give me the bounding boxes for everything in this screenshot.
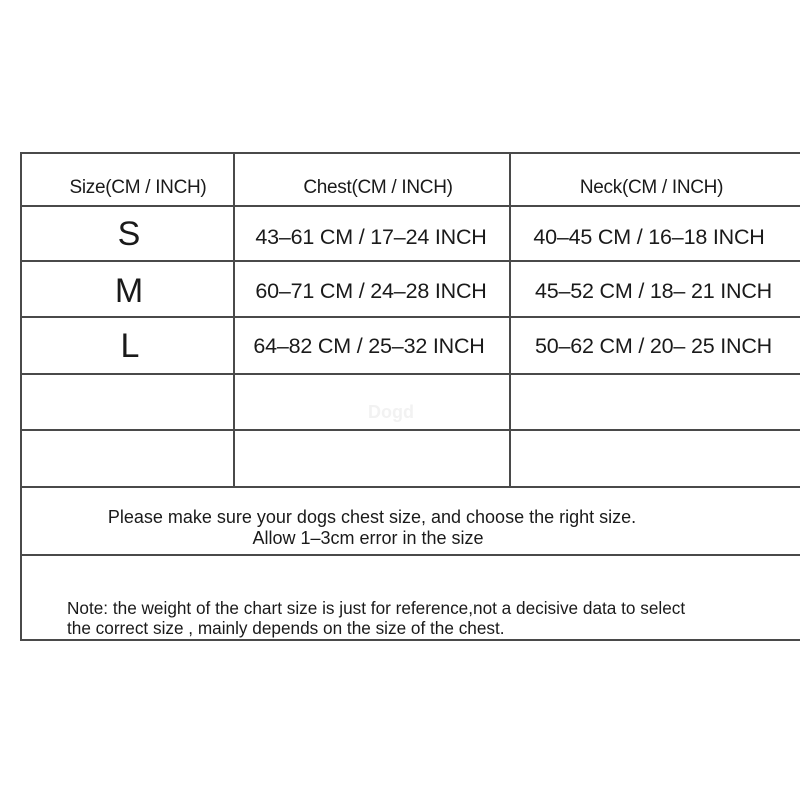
neck-value: 50–62 CM / 20– 25 INCH [534,334,772,358]
note-line-1: Note: the weight of the chart size is just for reference,not a decisive data to select [67,598,686,618]
watermark: Dogd [368,402,414,422]
note-line-2: the correct size , mainly depends on the size of the chest. [67,618,505,638]
neck-value: 40–45 CM / 16–18 INCH [533,225,765,249]
size-chart [20,152,800,641]
notice-line-2: Allow 1–3cm error in the size [252,528,484,548]
header-chest: Chest(CM / INCH) [303,177,453,198]
size-label: M [114,272,144,310]
grid-line [20,554,800,556]
size-label: L [120,327,140,365]
chest-value: 43–61 CM / 17–24 INCH [255,225,487,249]
grid-line [20,152,800,154]
neck-value: 45–52 CM / 18– 21 INCH [534,279,772,303]
grid-line [20,486,800,488]
grid-line [20,429,800,431]
chest-value: 60–71 CM / 24–28 INCH [255,279,487,303]
size-label: S [117,215,141,253]
header-size: Size(CM / INCH) [69,177,207,198]
header-neck: Neck(CM / INCH) [579,177,724,198]
notice-line-1: Please make sure your dogs chest size, and choose the right size. [107,507,637,527]
grid-line [20,639,800,641]
chest-value: 64–82 CM / 25–32 INCH [253,334,485,358]
